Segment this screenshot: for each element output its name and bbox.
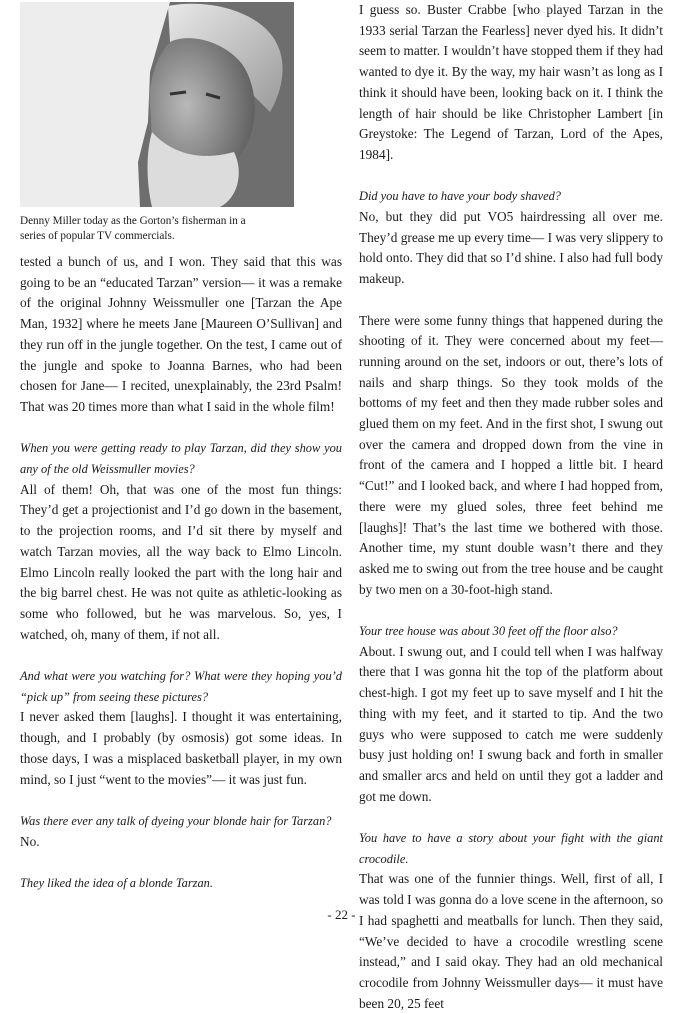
answer-paragraph: tested a bunch of us, and I won. They said that this was going to be an “educated Tarzan” version— it was a remake of the original Johnny Weissmuller one [Tarzan the Ape Man, 1932] where he meets Jane [Maureen O’Sullivan] and they run off in the jungle together. On the test, I came out of the jungle and spoke to Joanna Barnes, who had been chosen for Jane— I recited, unexplainably, the 23rd Psalm! That was 20 times more than what I said in the whole film! [20,254,342,414]
answer-paragraph: About. I swung out, and I could tell when I was halfway there that I was gonna hit the top of the platform about chest-high. I got my feet up to save myself and I hit the thing with my feet, and it started to tip. And the two guys who were supposed to catch me were suddenly busy just holding on! I swung back and forth in smaller and smaller arcs and held on until they got a ladder and got me down. [359,643,663,804]
interview-question: You have to have a story about your fight with the giant crocodile. [359,831,663,866]
answer-paragraph: No, but they did put VO5 hairdressing all over me. They’d grease me up every time— I was very slippery to hold onto. They did that so I’d shine. I also had full body makeup. [359,209,663,287]
page-number: - 22 - [327,907,356,922]
photo-caption: Denny Miller today as the Gorton’s fisherman in a series of popular TV commercials. [20,215,246,242]
answer-paragraph: No. [20,833,40,849]
answer-paragraph: I guess so. Buster Crabbe [who played Tarzan in the 1933 serial Tarzan the Fearless] never dyed his. It didn’t seem to matter. I wouldn’t have stopped them if they had wanted to dye it. By the way, my hair wasn’t as long as I think it should have been, looking back on it. I think the length of hair should be like Christopher Lambert [in Greystoke: The Legend of Tarzan, Lord of the Apes, 1984]. [359,2,663,162]
answer-paragraph: I never asked them [laughs]. I thought it was entertaining, though, and I probably (by osmosis) got some ideas. In those days, I was a misplaced basketball player, in my own mind, so I just “went to the movies”— it was just fun. [20,709,342,787]
interview-question: Your tree house was about 30 feet off the floor also? [359,624,618,639]
portrait-illustration [20,2,294,207]
answer-paragraph: That was one of the funnier things. Well, first of all, I was told I was gonna do a love scene in the afternoon, so I had spaghetti and meatballs for lunch. Then they said, “We’ve decided to have a crocodile wrestling scene instead,” and I said okay. They had an old mechanical crocodile from Johnny Weissmuller days— it must have been 20, 25 feet [359,871,663,1011]
interview-question: Was there ever any talk of dyeing your blonde hair for Tarzan? [20,813,332,828]
interview-question: And what were you watching for? What were they hoping you’d “pick up” from seeing these pictures? [20,669,342,704]
right-column [359,0,663,1014]
photo-denny-miller [20,2,294,207]
answer-paragraph: All of them! Oh, that was one of the most fun things: They’d get a projectionist and I’d go down in the basement, to the projection rooms, and I’d sit there by myself and watch Tarzan movies, all the way back to Elmo Lincoln. Elmo Lincoln really looked the part with the long hair and the big barrel chest. He was not quite as athletic-looking as some who followed, but he was marvelous. So, yes, I watched, oh, many of them, if not all. [20,481,342,642]
answer-paragraph: There were some funny things that happened during the shooting of it. They were concerned about my feet— running around on the set, indoors or out, there’s lots of nails and sharp things. So they took molds of the bottoms of my feet and then they made rubber soles and glued them on my feet. And in the first shot, I swung out over the camera and dropped down from the vine in front of the camera and I hopped a little bit. I heard “Cut!” and I looked back, and where I had hopped from, there were my glued soles, three feet behind me [laughs]! That’s the last time we bothered with those. Another time, my stunt double wasn’t there and they asked me to swing out from the tree house and be caught by two men on a 30-foot-high stand. [359,312,663,597]
interview-question: They liked the idea of a blonde Tarzan. [20,876,213,891]
left-column [20,0,342,894]
interview-question: When you were getting ready to play Tarzan, did they show you any of the old Weissmuller movies? [20,441,342,477]
interview-question: Did you have to have your body shaved? [359,189,561,204]
